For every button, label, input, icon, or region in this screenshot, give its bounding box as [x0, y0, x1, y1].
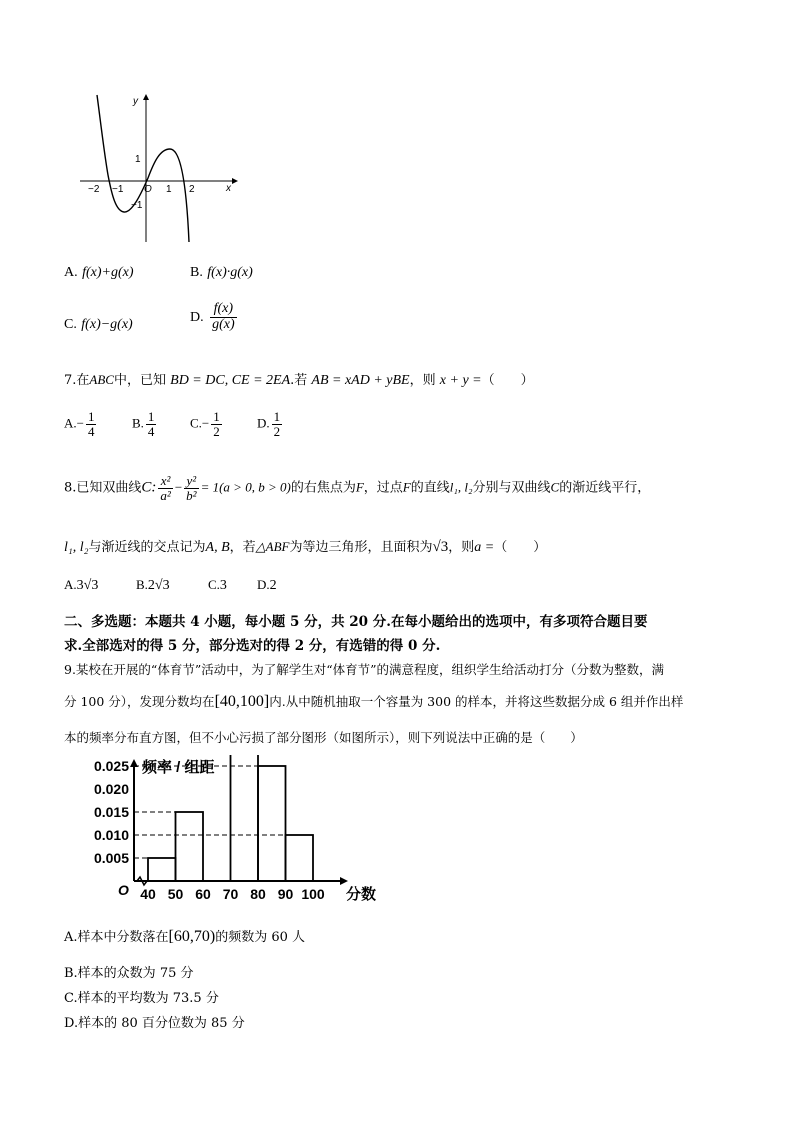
q6-option-b[interactable]: B. f(x)·g(x)	[190, 265, 253, 280]
frequency-histogram	[70, 755, 380, 910]
hist-bar	[148, 858, 176, 881]
q6-option-c[interactable]: C. f(x)−g(x)	[64, 317, 133, 332]
q9-stem-line3: 本的频率分布直方图，但不小心污损了部分图形（如图所示），则下列说法中正确的是（ ）	[64, 730, 583, 745]
hist-bar	[258, 766, 286, 881]
graph-tick-x-neg2: −2	[88, 184, 100, 195]
section2-heading-line1: 二、多选题：本题共 4 小题，每小题 5 分，共 20 分.在每小题给出的选项中，有多项符合题目要	[64, 614, 648, 630]
q9-option-a[interactable]: A.样本中分数落在[60,70)的频数为 60 人	[64, 928, 305, 945]
q6-option-d[interactable]: D. $\frac{f(x)}{g(x)}$	[190, 301, 235, 332]
hist-x-tick-label: 80	[250, 886, 266, 902]
hist-x-arrow	[340, 877, 348, 885]
graph-tick-x-neg1: −1	[112, 184, 124, 195]
hist-bar	[231, 755, 259, 881]
graph-y-arrow	[143, 94, 149, 100]
graph-x-label: x	[226, 183, 231, 194]
section2-heading-line2: 求.全部选对的得 5 分，部分选对的得 2 分，有选错的得 0 分.	[64, 638, 441, 654]
function-graph	[78, 92, 238, 244]
hist-x-tick-label: 50	[167, 886, 184, 902]
q8-option-c[interactable]: C.3	[208, 577, 227, 593]
hist-y-tick-label: 0.015	[93, 804, 129, 820]
hist-x-tick-label: 40	[140, 886, 156, 902]
hist-x-tick-label: 70	[222, 886, 239, 902]
q6-option-a[interactable]: A. f(x)+g(x)	[64, 265, 134, 280]
hist-bar	[286, 835, 314, 881]
q7-option-b[interactable]: B. $\frac{1}{4}$	[132, 409, 155, 439]
hist-bar	[176, 812, 204, 881]
q7-option-c[interactable]: C.− $\frac{1}{2}$	[190, 409, 220, 439]
q7-option-d[interactable]: D. $\frac{1}{2}$	[257, 409, 281, 439]
q6-option-d-fraction: $\frac{f(x)}{g(x)}$	[212, 301, 235, 332]
graph-x-arrow	[232, 178, 238, 184]
function-curve	[97, 95, 189, 242]
graph-origin-label: O	[144, 184, 152, 195]
q8-stem-line1: 8.已知双曲线C: $\frac{\text{x²}}{\text{a²}}$ − $\frac{\text{y²}}{\text{b²}}$ = 1(a > 0, b > 0)的右焦点为F，过点F的直线l₁, l₂分别与双曲线C的渐近线平行，	[64, 473, 651, 503]
q8-stem-line2: l₁, l₂与渐近线的交点记为A, B，若△ABF为等边三角形，且面积为√3，则a =（ ）	[64, 539, 547, 555]
graph-y-label: y	[133, 96, 138, 107]
q7-option-a[interactable]: A.− $\frac{1}{4}$	[64, 409, 95, 439]
graph-tick-x-1: 1	[166, 184, 172, 195]
q9-option-b[interactable]: B.样本的众数为 75 分	[64, 966, 194, 981]
hist-y-tick-label: 0.005	[93, 850, 129, 866]
graph-tick-x-2: 2	[189, 184, 195, 195]
q8-option-a[interactable]: A.3√3	[64, 577, 99, 593]
hist-x-axis-label: 分数	[346, 886, 377, 903]
hist-x-tick-label: 60	[195, 886, 211, 902]
q8-option-b[interactable]: B.2√3	[136, 577, 170, 593]
q8-option-d[interactable]: D.2	[257, 577, 277, 593]
hist-origin-label: O	[118, 882, 129, 898]
q9-stem-line1: 9.某校在开展的“体育节”活动中，为了解学生对“体育节”的满意程度，组织学生给活动打分（分数为整数，满	[64, 662, 664, 677]
hist-y-tick-label: 0.010	[93, 827, 129, 843]
graph-tick-y-neg1: −1	[131, 200, 143, 211]
graph-tick-y-1: 1	[135, 154, 141, 165]
q9-option-d[interactable]: D.样本的 80 百分位数为 85 分	[64, 1016, 245, 1031]
hist-x-tick-label: 100	[301, 886, 325, 902]
q9-option-c[interactable]: C.样本的平均数为 73.5 分	[64, 991, 219, 1006]
q7-stem: 7.在ABC中，已知 BD = DC, CE = 2EA.若 AB = xAD + yBE，则 x + y =（ ）	[64, 372, 534, 388]
hist-y-axis-label: 频率 / 组距	[142, 759, 215, 776]
hist-x-tick-label: 90	[277, 886, 294, 902]
hist-y-tick-label: 0.020	[93, 781, 129, 797]
hist-y-tick-label: 0.025	[93, 758, 129, 774]
q9-stem-line2: 分 100 分），发现分数均在[40,100]内.从中随机抽取一个容量为 300 的样本，并将这些数据分成 6 组并作出样	[64, 693, 684, 710]
